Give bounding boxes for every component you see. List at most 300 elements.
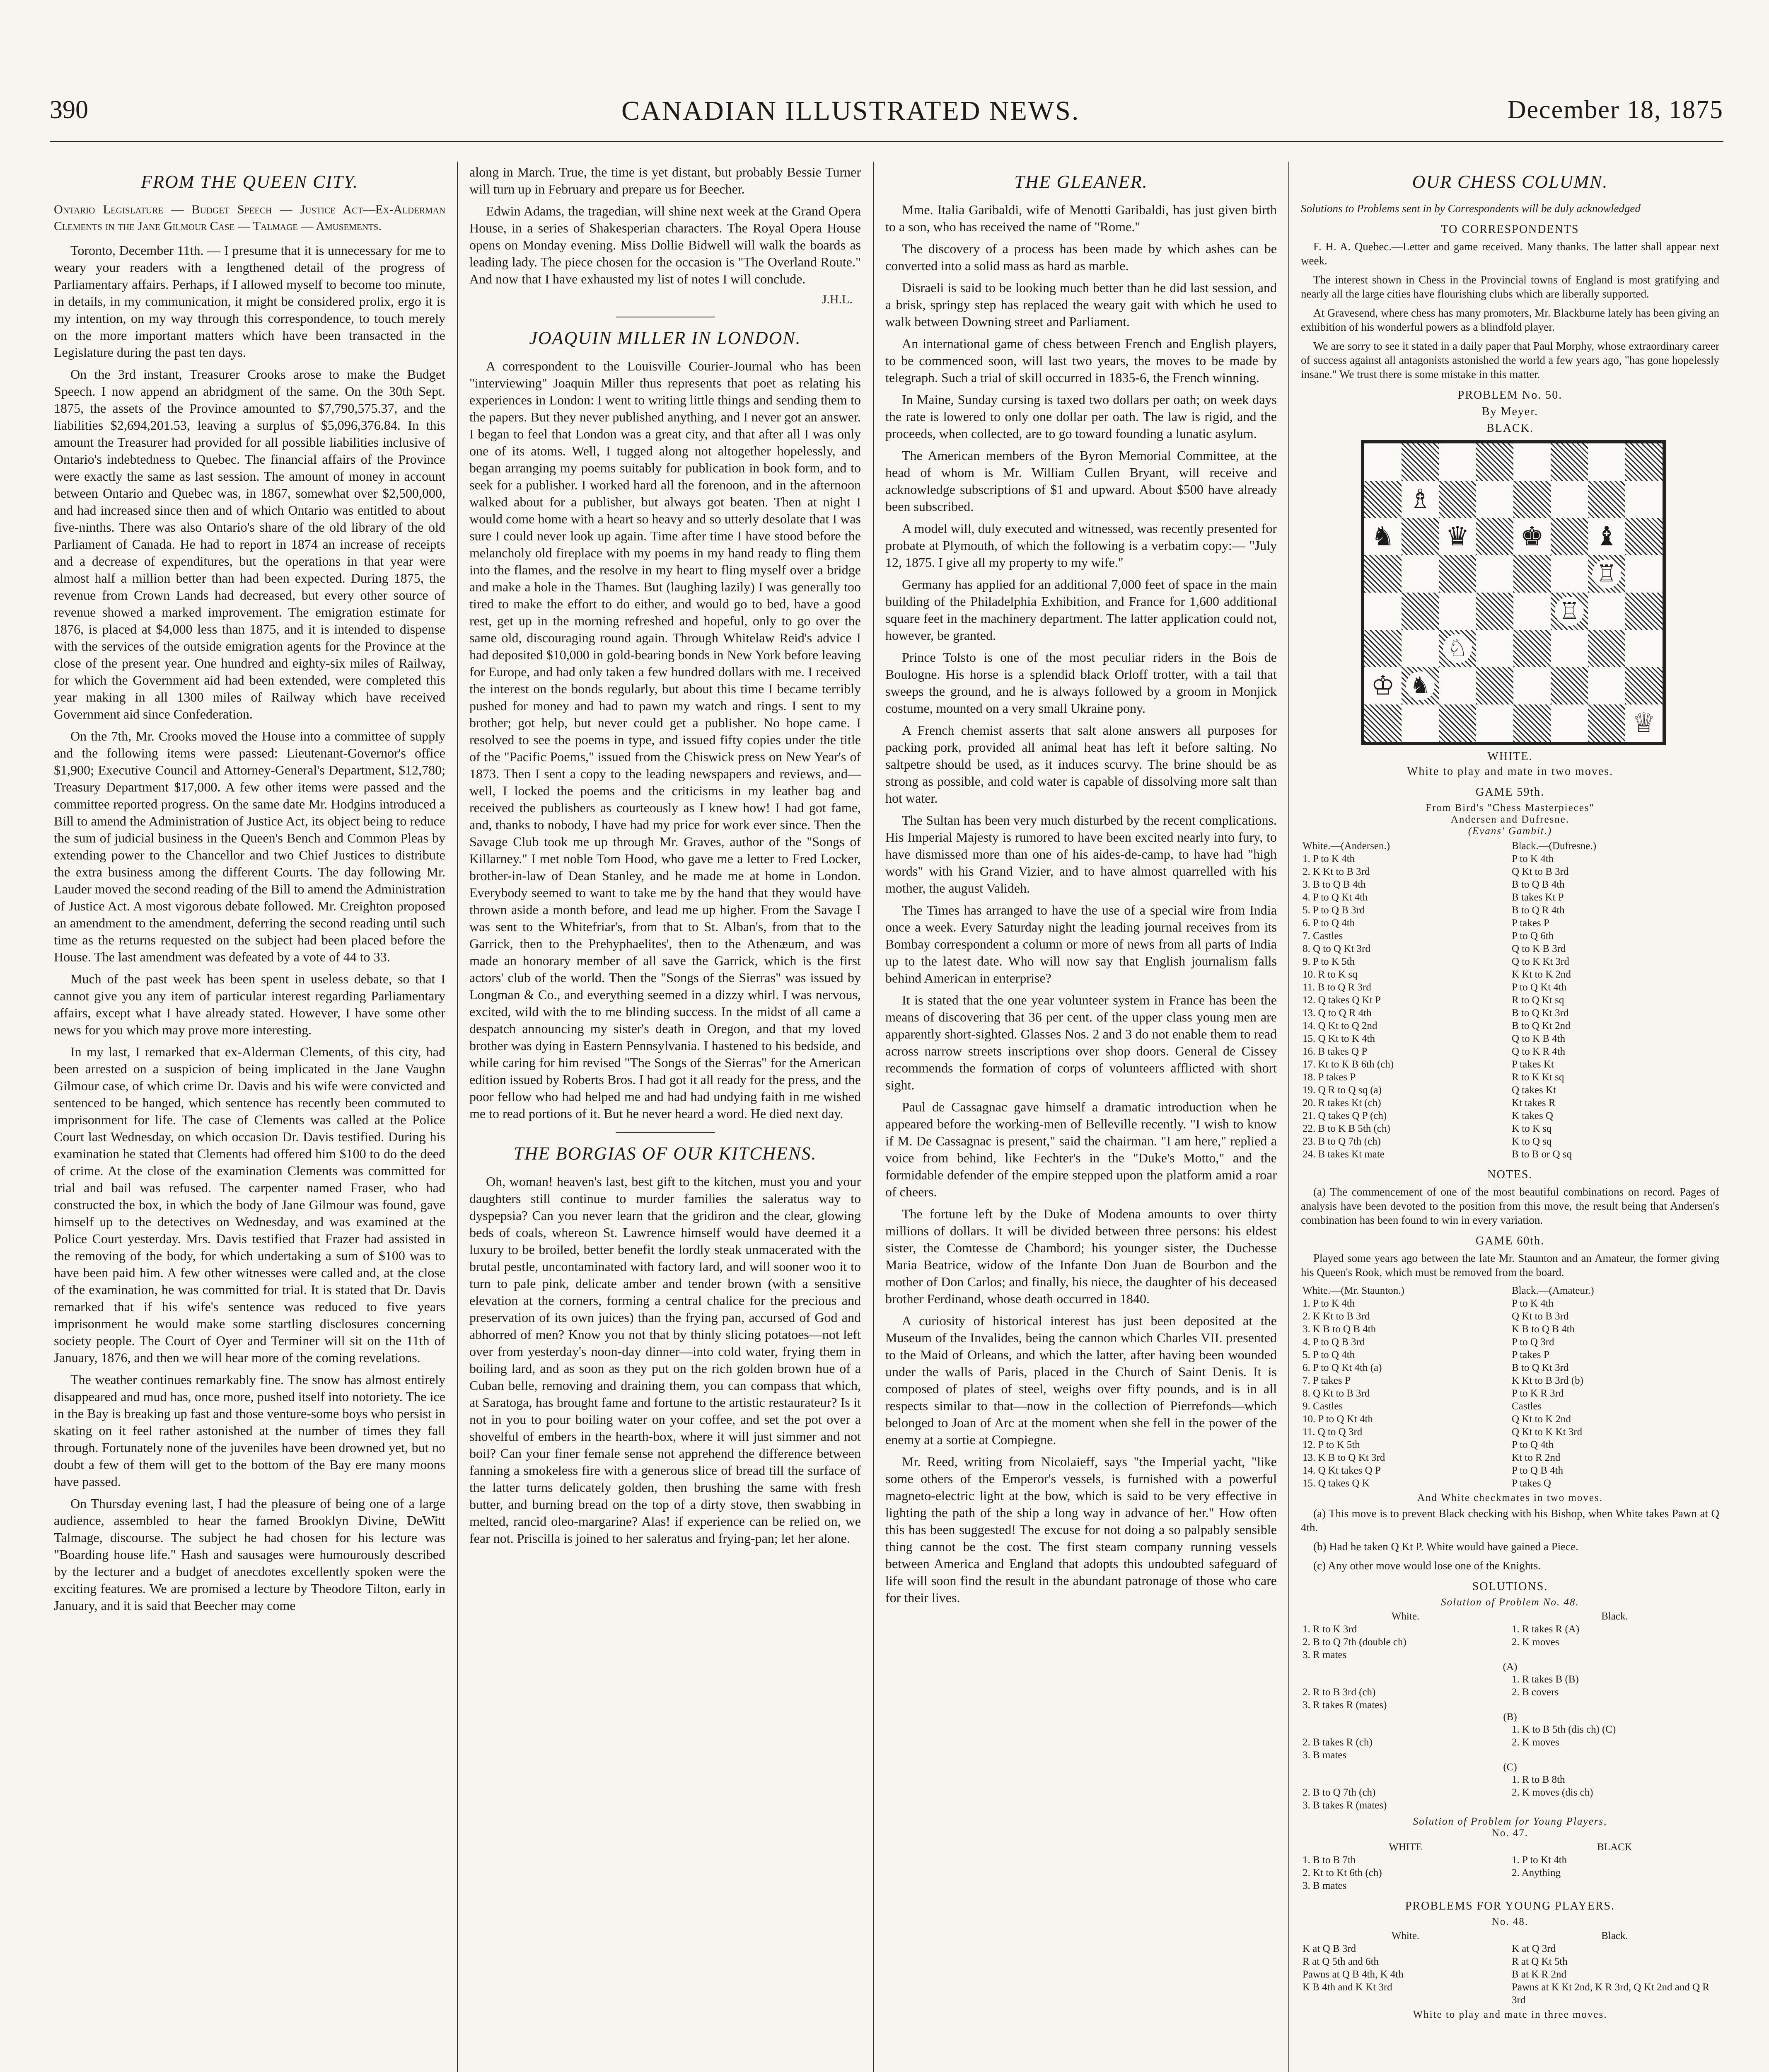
white-move: 3. B to Q B 4th	[1303, 879, 1366, 890]
move-row	[1301, 1297, 1719, 1310]
board-square	[1439, 518, 1476, 555]
paragraph: The American members of the Byron Memorial Committee, at the head of whom is Mr. William Cullen Bryant, will receive and acknowledge subscriptions of $1 and upward. About $500 have already been subscribed.	[885, 448, 1277, 514]
paragraph: Disraeli is said to be looking much better than he did last session, and a brisk, springy step has replaced the weary gait with which he used to walk between Downing street and Parliament.	[885, 280, 1277, 329]
white-move: 1. P to K 4th	[1303, 853, 1355, 864]
black-move: K Kt to K 2nd	[1512, 969, 1571, 980]
white-move: 5. P to Q B 3rd	[1303, 905, 1365, 916]
young-solution	[1301, 1841, 1719, 1892]
move-row	[1301, 1007, 1719, 1019]
black-move: Castles	[1512, 1401, 1542, 1412]
black-move: Q takes Kt	[1512, 1084, 1556, 1096]
board-square	[1476, 630, 1513, 667]
board-square	[1439, 481, 1476, 518]
paragraph: A correspondent to the Louisville Courier-Journal who has been "interviewing" Joaquin Miller thus represents that poet as relating his experiences in London: I went to writing little things and sending them to the papers. But they never published anything, and I never got an answer. I began to feel that London was a great city, and that after all I was only one of its atoms. Well, I tugged along not altogether hopelessly, and began arranging my poems suitably for publication in book form, and to seek for a publisher. I worked hard all the forenoon, and in the afternoon walked about for a publisher, but always got beaten. Then at night I would come home with a heart so heavy and so utterly desolate that I was sure I could never look up again. Time after time I have stood before the melancholy old fireplace with my poems in my hand ready to fling them into the flames, and the resolve in my heart to fling myself over a bridge and make a hole in the Thames. But (laughing lazily) I was generally too tired to make the effort to do either, and would go to bed, have a good rest, get up in the morning refreshed and hopeful, only to go over the same old, discouraging round again. Through Whitelaw Reid's advice I had deposited $10,000 in gold-bearing bonds in New York before leaving for Europe, and had only taken a few hundred dollars with me. I received the interest on the bonds regularly, but about this time I became terribly pushed for money and had to pawn my watch and rings. I sent to my brother; got help, but never could get a publisher. No hope came. I resolved to see the poems in type, and issued fifty copies under the title of the "Pacific Poems," issued from the Chiswick press on New Year's of 1873. Then I sent a copy to the leading newspapers and reviews, and—well, I locked the poems and the criticisms in my leather bag and received the publishers as courteously as I knew how! I had got fame, and, thanks to nobody, I have had my price for work ever since. Then the Savage Club took me up through Mr. Graves, author of the "Songs of Killarney." I met noble Tom Hood, who gave me a letter to Fred Locker, brother-in-law of Dean Stanley, and he made me at home in London. Everybody seemed to want to take me by the hand that they would have thrown aside a month before, and lead me up higher. From the Savage I was sent to the Whitefriar's, from that to St. Alban's, from that to the Garrick, then to the Prehyphaelites', then to the Athenæum, and was made an honorary member of all save the Garrick, which is the first actors' club of the world. Then the "Songs of the Sierras" was issued by Longman & Co., and everything seemed in a dizzy whirl. I was nervous, excited, wild with the to me blinding success. In the midst of all came a despatch announcing my sister's death in Oregon, and that my loved brother was dying in Eastern Pennsylvania. I hastened to his bedside, and while caring for him revised "The Songs of the Sierras" for the American edition issued by Roberts Bros. I had got it all ready for the press, and the poor fellow who had helped me and had had undying faith in me wished me to read portions of it. But he never heard a word. He died next day.	[469, 358, 861, 1121]
solution-row	[1301, 1786, 1719, 1799]
white-move: 9. P to K 5th	[1303, 956, 1355, 967]
move-row	[1301, 1045, 1719, 1058]
correspondents-heading: TO CORRESPONDENTS	[1441, 223, 1579, 236]
paragraph: A model will, duly executed and witnessed, was recently presented for probate at Plymouth, of which the following is a verbatim copy:— "July 12, 1875. I give all my property to my wife."	[885, 521, 1277, 570]
board-square	[1513, 443, 1551, 481]
board-square	[1625, 481, 1663, 518]
black-move: Q Kt to K Kt 3rd	[1512, 1426, 1583, 1438]
black-move: R at Q Kt 5th	[1512, 1956, 1568, 1967]
black-move: 2. B covers	[1512, 1687, 1559, 1698]
move-row	[1301, 955, 1719, 968]
white-move: R at Q 5th and 6th	[1303, 1956, 1379, 1967]
solutions-heading: SOLUTIONS.	[1472, 1580, 1548, 1593]
board-square	[1439, 630, 1476, 667]
board-square	[1588, 518, 1625, 555]
white-move: 5. P to Q 4th	[1303, 1349, 1355, 1360]
board-square	[1364, 443, 1402, 481]
white-move: K at Q B 3rd	[1303, 1943, 1356, 1954]
black-heading: Black.	[1601, 1611, 1628, 1622]
white-move: 3. R mates	[1303, 1649, 1347, 1661]
white-move: 19. Q R to Q sq (a)	[1303, 1084, 1382, 1096]
chess-piece-icon: ♖	[1555, 597, 1584, 626]
white-move: 2. B to Q 7th (double ch)	[1303, 1636, 1406, 1648]
move-row	[1301, 1955, 1719, 1968]
board-square	[1439, 443, 1476, 481]
white-move: 1. P to K 4th	[1303, 1298, 1355, 1309]
black-move: B to Q Kt 3rd	[1512, 1362, 1569, 1373]
white-move: 2. K Kt to B 3rd	[1303, 1311, 1370, 1322]
white-move: 10. P to Q Kt 4th	[1303, 1414, 1373, 1425]
white-move: 3. B mates	[1303, 1880, 1347, 1891]
black-heading: Black.—(Dufresne.)	[1512, 840, 1597, 852]
variation-a	[1301, 1673, 1719, 1711]
white-move: 11. B to Q R 3rd	[1303, 982, 1371, 993]
move-row	[1301, 1109, 1719, 1122]
board-square	[1551, 593, 1588, 630]
correspondent-note: The interest shown in Chess in the Provincial towns of England is most gratifying and nearly all the large cities have flourishing clubs which are liberally supported.	[1301, 274, 1719, 300]
board-square	[1551, 630, 1588, 667]
white-move: 1. R to K 3rd	[1303, 1624, 1357, 1635]
paragraph: It is stated that the one year volunteer system in France has been the means of discovering that 36 per cent. of the upper class young men are apparently short-sighted. Glasses Nos. 2 and 3 do not enable them to read across narrow streets inscriptions over shop doors. General de Cissey recommends the formation of corps of volunteers afflicted with short sight.	[885, 992, 1277, 1092]
notes-heading: NOTES.	[1487, 1168, 1533, 1181]
board-square	[1625, 704, 1663, 742]
chess-piece-icon: ♝	[1595, 521, 1619, 552]
board-square	[1402, 667, 1439, 704]
column-1	[54, 164, 445, 2072]
board-square	[1476, 704, 1513, 742]
white-move: Pawns at Q B 4th, K 4th	[1303, 1969, 1404, 1980]
paragraph: Paul de Cassagnac gave himself a dramatic introduction when he appeared before the working-men of Belleville recently. "I wish to know if M. De Cassagnac is present," said the chairman. "I am here," replied a voice from behind, like Fechter's in the "Duke's Motto," and the formidable defender of the empire stepped upon the platform amid a roar of cheers.	[885, 1099, 1277, 1199]
black-move: P takes Q	[1512, 1478, 1551, 1489]
solution-row	[1301, 1854, 1719, 1866]
move-row	[1301, 981, 1719, 994]
black-move: R to Q Kt sq	[1512, 995, 1564, 1006]
board-square	[1588, 555, 1625, 593]
correspondent-note: We are sorry to see it stated in a daily paper that Paul Morphy, whose extraordinary career of success against all antagonists astonished the world a few years ago, "has gone hopelessly insane." We trust there is some mistake in this matter.	[1301, 340, 1719, 380]
black-move: P to K 4th	[1512, 853, 1554, 864]
game-60-note: (c) Any other move would lose one of the Knights.	[1313, 1559, 1541, 1572]
signature: J.H.L.	[822, 293, 853, 306]
move-row	[1301, 994, 1719, 1007]
black-move: B to Q B 4th	[1512, 879, 1565, 890]
board-square	[1588, 593, 1625, 630]
board-square	[1513, 481, 1551, 518]
move-row	[1301, 891, 1719, 904]
solution-row	[1301, 1736, 1719, 1749]
young-problem-caption: White to play and mate in three moves.	[1413, 2009, 1607, 2020]
young-solution-heading: Solution of Problem for Young Players,	[1413, 1816, 1607, 1827]
move-row	[1301, 929, 1719, 942]
chess-board	[1361, 440, 1666, 745]
black-move: Q Kt to B 3rd	[1512, 1311, 1569, 1322]
board-square	[1476, 667, 1513, 704]
board-square	[1513, 630, 1551, 667]
white-move: 4. P to Q B 3rd	[1303, 1336, 1365, 1348]
white-move: 15. Q Kt to K 4th	[1303, 1033, 1375, 1044]
paragraph: along in March. True, the time is yet distant, but probably Bessie Turner will turn up in February and prepare us for Beecher.	[469, 165, 861, 196]
move-row	[1301, 1310, 1719, 1323]
game-59-source: From Bird's "Chess Masterpieces"	[1426, 802, 1595, 813]
solutions-subheading: Solution of Problem No. 48.	[1441, 1597, 1579, 1608]
move-row	[1301, 1438, 1719, 1451]
board-square	[1551, 667, 1588, 704]
chess-board-wrap	[1361, 440, 1659, 745]
game-60-note: (a) This move is to prevent Black checking with his Bishop, when White takes Pawn at Q 4th.	[1301, 1507, 1719, 1534]
move-row	[1301, 1374, 1719, 1387]
black-move: P to K R 3rd	[1512, 1388, 1564, 1399]
move-row	[1301, 1348, 1719, 1361]
solution-48	[1301, 1610, 1719, 1661]
black-move	[1510, 1879, 1719, 1892]
board-square	[1364, 518, 1402, 555]
black-move: 2. K moves	[1512, 1737, 1559, 1748]
white-move: 15. Q takes Q K	[1303, 1478, 1370, 1489]
chess-note: Solutions to Problems sent in by Correspondents will be duly acknowledged	[1301, 202, 1641, 215]
paragraph: On the 3rd instant, Treasurer Crooks arose to make the Budget Speech. I now append an abridgment of the same. On the 30th Sept. 1875, the assets of the Province amounted to $7,790,575.37, and the liabilities $2,694,201.53, leaving a surplus of $5,096,376.84. In this amount the Treasurer had provided for all possible liabilities inclusive of Ontario's indebtedness to Quebec. The financial affairs of the Province were exactly the same as last session. The amount of money in account between Ontario and Quebec was, in 1867, somewhat over $2,500,000, and had increased since then and of which Ontario was entitled to about five-ninths. There was also Ontario's share of the old library of the old Parliament of Canada. He had to report in 1874 an increase of receipts and a decrease of expenditures, but the operations in that year were almost half a million better than had been expected. During 1875, the revenue from Crown Lands had decreased, but every other source of revenue showed a marked improvement. The emigration estimate for 1876, is placed at $4,000 less than 1875, and it is intended to dispense with the services of the outside emigration agents for the Province at the close of the present year. One hundred and eighty-six miles of Railway, for which the Government aid had been extended, were completed this year making in all 1300 miles of Railway which have received Government aid since Confederation.	[54, 367, 445, 721]
white-move: 3. R takes R (mates)	[1303, 1699, 1387, 1711]
young-solution-number: No. 47.	[1491, 1828, 1529, 1839]
white-move: 1. B to B 7th	[1303, 1854, 1356, 1866]
white-move: 2. Kt to Kt 6th (ch)	[1303, 1867, 1382, 1878]
problem-author: By Meyer.	[1481, 405, 1539, 418]
board-square	[1439, 593, 1476, 630]
black-label: BLACK.	[1486, 422, 1534, 435]
white-move: 20. R takes Kt (ch)	[1303, 1097, 1381, 1109]
board-square	[1364, 704, 1402, 742]
move-row	[1301, 1477, 1719, 1490]
move-row	[1301, 968, 1719, 981]
board-square	[1513, 593, 1551, 630]
column-3	[885, 164, 1277, 2072]
variation-b	[1301, 1723, 1719, 1762]
article-title-gleaner: THE GLEANER.	[1014, 172, 1148, 192]
chess-piece-icon: ♛	[1445, 521, 1469, 552]
move-row	[1301, 1323, 1719, 1336]
move-row	[1301, 1400, 1719, 1413]
young-problem-position	[1301, 1929, 1719, 2007]
move-row	[1301, 1058, 1719, 1071]
move-row	[1301, 1451, 1719, 1464]
masthead-rule	[50, 141, 1723, 142]
move-row	[1301, 1084, 1719, 1097]
board-square	[1364, 667, 1402, 704]
white-move: 2. B takes R (ch)	[1303, 1737, 1373, 1748]
black-move: K to K sq	[1512, 1123, 1552, 1134]
board-square	[1625, 443, 1663, 481]
chess-piece-icon: ♞	[1371, 521, 1395, 552]
white-move: 2. R to B 3rd (ch)	[1303, 1687, 1376, 1698]
white-move: 7. P takes P	[1303, 1375, 1351, 1386]
board-square	[1364, 555, 1402, 593]
white-move: 2. B to Q 7th (ch)	[1303, 1787, 1376, 1798]
white-move: 3. B takes R (mates)	[1303, 1800, 1387, 1811]
paragraph: Prince Tolsto is one of the most peculiar riders in the Bois de Boulogne. His horse is a splendid black Orloff trotter, with a tail that sweeps the ground, and he is always followed by a groom in Monjick costume, mounted on a very small Ukraine pony.	[885, 650, 1277, 716]
move-row	[1301, 1032, 1719, 1045]
black-move: Pawns at K Kt 2nd, K R 3rd, Q Kt 2nd and Q R 3rd	[1512, 1982, 1710, 2006]
game-60-note: (b) Had he taken Q Kt P. White would have gained a Piece.	[1313, 1540, 1578, 1553]
correspondent-note: F. H. A. Quebec.—Letter and game received. Many thanks. The latter shall appear next week.	[1301, 240, 1719, 267]
move-row	[1301, 1019, 1719, 1032]
variation-label: (A)	[1503, 1661, 1518, 1673]
paragraph: The discovery of a process has been made by which ashes can be converted into a solid mass as hard as marble.	[885, 241, 1277, 273]
move-row	[1301, 942, 1719, 955]
solution-row	[1301, 1686, 1719, 1699]
newspaper-title: CANADIAN ILLUSTRATED NEWS.	[621, 96, 1080, 126]
white-move: 13. Q to Q R 4th	[1303, 1007, 1372, 1019]
board-square	[1439, 704, 1476, 742]
move-row	[1301, 1122, 1719, 1135]
white-move: 2. K Kt to B 3rd	[1303, 866, 1370, 877]
black-move: K to Q sq	[1512, 1136, 1552, 1147]
black-move: P to Q 4th	[1512, 1439, 1554, 1450]
chess-piece-icon: ♖	[1592, 559, 1621, 588]
board-square	[1402, 443, 1439, 481]
board-square	[1513, 667, 1551, 704]
article-title-queen-city: FROM THE QUEEN CITY.	[141, 172, 358, 192]
paragraph: Edwin Adams, the tragedian, will shine next week at the Grand Opera House, in a series of Shakesperian characters. The Royal Opera House opens on Monday evening. Miss Dollie Bidwell will walk the boards as leading lady. The piece chosen for the occasion is "The Overland Route." And now that I have exhausted my list of notes I will conclude.	[469, 203, 861, 286]
game-60-title: GAME 60th.	[1475, 1234, 1545, 1247]
black-move: K takes Q	[1512, 1110, 1553, 1121]
chess-piece-icon: ♚	[1520, 521, 1544, 552]
move-row	[1301, 1336, 1719, 1348]
paragraph: Mr. Reed, writing from Nicolaieff, says "the Imperial yacht, "like some others of the Emperor's vessels, is furnished with a powerful magneto-electric light at the bow, which is said to be very effective in lighting the path of the ship a long way in advance of her." How often this has been suggested! The excuse for not doing a so palpably sensible thing cannot be the cost. The first steam company running vessels between America and England that adopts this undoubted safeguard of life will soon find the result in the abundant patronage of those who care for their lives.	[885, 1454, 1277, 1605]
solution-row	[1301, 1799, 1719, 1812]
black-move: Q to K B 4th	[1512, 1033, 1566, 1044]
board-square	[1551, 481, 1588, 518]
black-move: Q Kt to K 2nd	[1512, 1414, 1571, 1425]
solution-row	[1301, 1749, 1719, 1762]
black-move: P to Q 3rd	[1512, 1336, 1554, 1348]
white-move: 12. Q takes Q Kt P	[1303, 995, 1381, 1006]
board-square	[1625, 593, 1663, 630]
move-row	[1301, 865, 1719, 878]
black-move: 2. Anything	[1512, 1867, 1561, 1878]
variation-c	[1301, 1773, 1719, 1812]
move-row	[1301, 1942, 1719, 1955]
paragraph: A French chemist asserts that salt alone answers all purposes for packing pork, provided all animal heat has left it before salting. No saltpetre should be used, as it induces scurvy. The brine should be as strong as possible, and cold water is capable of dissolving more salt than hot water.	[885, 723, 1277, 806]
white-heading: White.	[1391, 1930, 1420, 1941]
black-move: B at K R 2nd	[1512, 1969, 1566, 1980]
white-move: 6. P to Q Kt 4th (a)	[1303, 1362, 1382, 1373]
black-move: B to Q R 4th	[1512, 905, 1565, 916]
black-move: P to Q Kt 4th	[1512, 982, 1567, 993]
game-59-opening: (Evans' Gambit.)	[1468, 825, 1552, 837]
black-move: 1. P to Kt 4th	[1512, 1854, 1567, 1866]
white-move: 17. Kt to K B 6th (ch)	[1303, 1059, 1394, 1070]
black-move	[1510, 1749, 1719, 1762]
game-60-intro: Played some years ago between the late Mr. Staunton and an Amateur, the former giving his Queen's Rook, which must be removed from the board.	[1301, 1252, 1719, 1278]
solution-row	[1301, 1648, 1719, 1661]
chess-piece-icon: ♔	[1371, 670, 1395, 701]
board-square	[1364, 481, 1402, 518]
board-square	[1625, 518, 1663, 555]
move-row	[1301, 1387, 1719, 1400]
board-square	[1513, 518, 1551, 555]
black-move: K at Q 3rd	[1512, 1943, 1556, 1954]
black-heading: Black.—(Amateur.)	[1512, 1285, 1594, 1296]
black-move: Kt to R 2nd	[1512, 1452, 1561, 1463]
board-square	[1588, 630, 1625, 667]
article-title-chess: OUR CHESS COLUMN.	[1412, 172, 1608, 192]
board-square	[1402, 593, 1439, 630]
white-move: K B 4th and K Kt 3rd	[1303, 1982, 1392, 1993]
white-move: 7. Castles	[1303, 930, 1343, 942]
board-square	[1551, 518, 1588, 555]
solution-row	[1301, 1699, 1719, 1711]
move-row	[1301, 1135, 1719, 1148]
move-row	[1301, 1981, 1719, 2007]
board-square	[1588, 704, 1625, 742]
board-square	[1402, 630, 1439, 667]
board-square	[1588, 481, 1625, 518]
move-row	[1301, 1148, 1719, 1161]
black-move: B to B or Q sq	[1512, 1149, 1572, 1160]
board-square	[1439, 667, 1476, 704]
article-title-joaquin: JOAQUIN MILLER IN LONDON.	[529, 328, 801, 348]
column-divider	[873, 162, 874, 2072]
board-square	[1402, 518, 1439, 555]
solution-row	[1301, 1879, 1719, 1892]
move-row	[1301, 878, 1719, 891]
board-square	[1513, 704, 1551, 742]
black-move: 2. K moves	[1512, 1636, 1559, 1648]
column-divider	[1288, 162, 1289, 2072]
black-heading: BLACK	[1597, 1842, 1632, 1853]
chess-piece-icon: ♗	[1408, 484, 1432, 515]
page-number: 390	[50, 96, 88, 124]
white-heading: White.—(Andersen.)	[1303, 840, 1390, 852]
black-move: 2. K moves (dis ch)	[1512, 1787, 1593, 1798]
board-square	[1551, 555, 1588, 593]
board-square	[1402, 555, 1439, 593]
white-move: 21. Q takes Q P (ch)	[1303, 1110, 1387, 1121]
chess-piece-icon: ♞	[1406, 671, 1435, 700]
black-move: K B to Q B 4th	[1512, 1324, 1575, 1335]
solution-row	[1301, 1773, 1719, 1786]
column-divider	[457, 162, 458, 2072]
masthead	[50, 87, 1723, 137]
game-59-players: Andersen and Dufresne.	[1450, 814, 1570, 825]
paragraph: On Thursday evening last, I had the pleasure of being one of a large audience, assembled to hear the famed Brooklyn Divine, DeWitt Talmage, discourse. The subject he had chosen for his lecture was "Boarding house life." Hash and sausages were humourously described by the lecturer and a budget of anecdotes excellently spoken were the exciting features. We are promised a lecture by Theodore Tilton, early in January, and it is said that Beecher may come	[54, 1496, 445, 1613]
black-heading: Black.	[1601, 1930, 1628, 1941]
black-move: P takes P	[1512, 917, 1549, 929]
move-row	[1301, 1361, 1719, 1374]
black-move: 1. K to B 5th (dis ch) (C)	[1512, 1724, 1616, 1735]
white-move: 11. Q to Q 3rd	[1303, 1426, 1363, 1438]
white-move: 8. Q Kt to B 3rd	[1303, 1388, 1370, 1399]
black-move: B to Q Kt 2nd	[1512, 1020, 1571, 1031]
column-4-chess	[1301, 164, 1719, 2072]
black-move: 1. R takes R (A)	[1512, 1624, 1580, 1635]
paragraph: Oh, woman! heaven's last, best gift to the kitchen, must you and your daughters still continue to murder families the saleratus way to dyspepsia? Can you never learn that the gridiron and the clear, glowing beds of coals, whereon St. Lawrence himself would have deemed it a luxury to be broiled, better benefit the lordly steak unmacerated with the brutal pestle, uncontaminated with factory lard, and will sooner woo it to turn to pale pink, delicate amber and tender brown (with a sensitive elevation at the corners, forming a central chalice for the precious and preservation of its own juices) than the frying pan, accursed of God and abhorred of men? Know you not that by thinly slicing potatoes—not left over from yesterday's noon-day dinner—into cold water, frying them in boiling lard, and as soon as they put on the rich golden brown hue of a Cuban belle, removing and draining them, you can compass that which, at Saratoga, has brought fame and fortune to the artistic restaurateur? Is it not in you to pour boiling water on your coffee, and set the pot over a shovelful of embers in the hearth-box, where it will just simmer and not boil? Can your finer female sense not apprehend the difference between fanning a smokeless fire with a generous slice of bread till the surface of the latter turns delicately golden, then brushing the same with fresh butter, and burning bread on the top of a dirty stove, then swabbing in melted, rancid oleo-margarine? Alas! if experience can be relied on, we fear not. Priscilla is joined to her saleratus and frying-pan; let her alone.	[469, 1174, 861, 1546]
article-title-borgias: THE BORGIAS OF OUR KITCHENS.	[513, 1143, 817, 1164]
chess-piece-icon: ♘	[1443, 634, 1472, 663]
paragraph: A curiosity of historical interest has just been deposited at the Museum of the Invalides, being the cannon which Charles VII. presented to the Maid of Orleans, and which the latter, after having been wounded under the walls of Paris, placed in the Church of Saint Denis. It is composed of plates of steel, weighs over fifty pounds, and is in all respects similar to that—now in the collection of Pierrefonds—which belonged to Joan of Arc at the moment when she fell in the power of the enemy at a sortie at Compiegne.	[885, 1313, 1277, 1447]
variation-label: (B)	[1503, 1711, 1517, 1723]
white-move: 14. Q Kt to Q 2nd	[1303, 1020, 1378, 1031]
board-square	[1402, 704, 1439, 742]
section-divider	[616, 1132, 715, 1133]
white-move	[1301, 1723, 1510, 1736]
game-60-result: And White checkmates in two moves.	[1417, 1492, 1603, 1503]
white-move: 13. K B to Q Kt 3rd	[1303, 1452, 1385, 1463]
correspondent-note: At Gravesend, where chess has many promoters, Mr. Blackburne lately has been giving an exhibition of his wonderful powers as a blindfold player.	[1301, 307, 1719, 333]
paragraph: The Sultan has been very much disturbed by the recent complications. His Imperial Majesty is rumored to have been excited nearly into fury, to have dismissed more than one of his aides-de-camp, to have had "high words" with his Grand Vizier, and to have almost quarrelled with his mother, the august Valideh.	[885, 813, 1277, 896]
variation-label: (C)	[1503, 1762, 1517, 1773]
black-move: Q to K B 3rd	[1512, 943, 1566, 954]
black-move	[1510, 1699, 1719, 1711]
board-square	[1402, 481, 1439, 518]
white-heading: WHITE	[1389, 1842, 1422, 1853]
board-square	[1625, 555, 1663, 593]
board-square	[1476, 481, 1513, 518]
white-label: WHITE.	[1487, 750, 1533, 763]
paragraph: In my last, I remarked that ex-Alderman Clements, of this city, had been arrested on a suspicion of being implicated in the Jane Vaughn Gilmour case, of which crime Dr. Davis and his wife were convicted and sentenced to be hanged, which sentence has recently been commuted to imprisonment for life. The case of Clements was called at the Police Court last Wednesday, on which occasion Dr. Davis testified. During his examination he stated that Clements had offered him $100 to do the deed of crime. At the close of the examination Clements was committed for trial and bail was refused. The carpenter named Fraser, who had constructed the box, in which the body of Jane Gilmour was found, gave himself up to the detectives on Wednesday, and was examined at the Police Court yesterday. Mrs. Davis testified that Frazer had assisted in the removing of the body, for which undertaking a sum of $100 was to have been paid him. A few other witnesses were called and, at the close of the examination, he was committed for trial. It is stated that Dr. Davis remarked that if his wife's sentence was reduced to five years imprisonment he would make some startling disclosures concerning society people. The Court of Oyer and Terminer will sit on the 11th of January, 1876, and then we will hear more of the coming revelations.	[54, 1044, 445, 1365]
move-row	[1301, 1413, 1719, 1426]
white-move: 23. B to Q 7th (ch)	[1303, 1136, 1381, 1147]
white-heading: White.—(Mr. Staunton.)	[1303, 1285, 1404, 1296]
game-60-moves	[1301, 1284, 1719, 1490]
paragraph: On the 7th, Mr. Crooks moved the House into a committee of supply and the following items were passed: Lieutenant-Governor's office $1,900; Executive Council and Attorney-General's Department, $12,780; Treasury Department $17,000. A few other items were passed and the committee reported progress. On the same date Mr. Hodgins introduced a Bill to amend the Administration of Justice Act, its object being to reduce the sum of judicial business in the Queen's Bench and Common Pleas by extending power to the Chancellor and two Chief Justices to distribute the extra business among the different Courts. The day following Mr. Lauder moved the second reading of the Bill to amend the Administration of Justice Act. A most vigorous debate followed. Mr. Creighton proposed an amendment to the amendment, deferring the second reading until such time as the returns requested on the subject had been placed before the House. The last amendment was defeated by a vote of 44 to 33.	[54, 729, 445, 964]
game-59-note: (a) The commencement of one of the most beautiful combinations on record. Pages of analysis have been devoted to the position from this move, the result being that Andersen's combination has been found to win in every variation.	[1301, 1186, 1719, 1226]
black-move: Q to K R 4th	[1512, 1046, 1566, 1057]
problem-caption: White to play and mate in two moves.	[1406, 765, 1614, 778]
black-move: 1. R takes B (B)	[1512, 1674, 1579, 1685]
article-subheads: Ontario Legislature — Budget Speech — Justice Act—Ex-Alderman Clements in the Jane Gilmour Case — Talmage — Amusements.	[54, 203, 445, 233]
solution-row	[1301, 1723, 1719, 1736]
solution-row	[1301, 1636, 1719, 1648]
solution-row	[1301, 1673, 1719, 1686]
white-move: 10. R to K sq	[1303, 969, 1358, 980]
black-move: P to Q 6th	[1512, 930, 1554, 942]
white-move: 8. Q to Q Kt 3rd	[1303, 943, 1370, 954]
paragraph: The fortune left by the Duke of Modena amounts to over thirty millions of dollars. It will be divided between three persons: his eldest sister, the Comtesse de Chambord; his younger sister, the Duchesse Maria Beatrice, widow of the Infante Don Juan de Bourbon and the mother of Don Carlos; and finally, his niece, the daughter of his deceased brother Ferdinand, whose death occurred in 1840.	[885, 1206, 1277, 1306]
board-square	[1476, 443, 1513, 481]
black-move: Kt takes R	[1512, 1097, 1556, 1109]
black-move: 1. R to B 8th	[1512, 1774, 1565, 1785]
black-move: P takes Kt	[1512, 1059, 1554, 1070]
white-move: 16. B takes Q P	[1303, 1046, 1368, 1057]
paragraph: In Maine, Sunday cursing is taxed two dollars per oath; on week days the rate is lowered to only one dollar per oath. The law is rigid, and the proceeds, when collected, are to go toward founding a lunatic asylum.	[885, 392, 1277, 441]
column-2	[469, 164, 861, 2072]
black-move: Q Kt to B 3rd	[1512, 866, 1569, 877]
move-row	[1301, 1097, 1719, 1109]
solution-row	[1301, 1866, 1719, 1879]
white-move: 12. P to K 5th	[1303, 1439, 1360, 1450]
game-59-moves	[1301, 840, 1719, 1161]
board-square	[1588, 443, 1625, 481]
white-move: 4. P to Q Kt 4th	[1303, 892, 1368, 903]
paragraph: Germany has applied for an additional 7,000 feet of space in the main building of the Philadelphia Exhibition, and France for 1,600 additional square feet in the machinery department. The latter application could not, however, be granted.	[885, 577, 1277, 643]
board-square	[1551, 704, 1588, 742]
board-square	[1476, 518, 1513, 555]
move-row	[1301, 1968, 1719, 1981]
